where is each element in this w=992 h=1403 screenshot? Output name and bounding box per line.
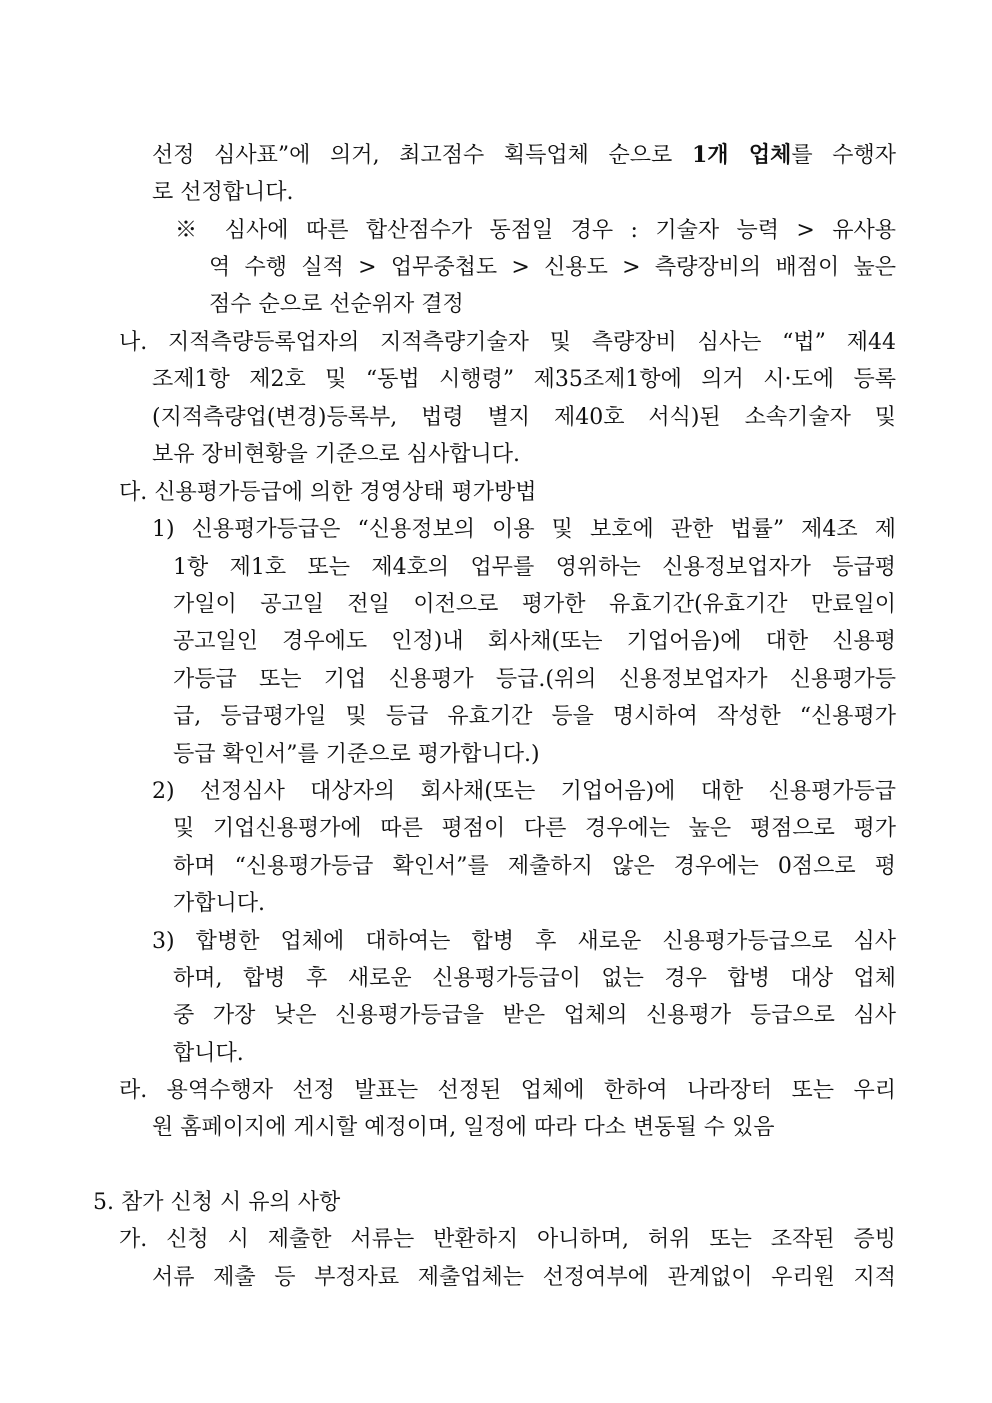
item-ga-line: 가. 신청 시 제출한 서류는 반환하지 아니하며, 허위 또는 조작된 증빙: [119, 1227, 896, 1252]
note-line: 역 수행 실적 > 업무중첩도 > 신용도 > 측량장비의 배점이 높은: [209, 255, 896, 280]
sub3-line: 3) 합병한 업체에 대하여는 합병 후 새로운 신용평가등급으로 심사: [152, 929, 896, 954]
item-na-line: 조제1항 제2호 및 “동법 시행령” 제35조제1항에 의거 시·도에 등록: [152, 367, 896, 392]
sub3-line: 하며, 합병 후 새로운 신용평가등급이 없는 경우 합병 대상 업체: [173, 966, 896, 991]
sub3-line: 중 가장 낮은 신용평가등급을 받은 업체의 신용평가 등급으로 심사: [173, 1003, 896, 1028]
text-run: 선정 심사표”에 의거, 최고점수 획득업체 순으로: [152, 143, 692, 168]
sub2-line: 가합니다.: [173, 891, 266, 916]
sub2-line: 하며 “신용평가등급 확인서”를 제출하지 않은 경우에는 0점으로 평: [173, 854, 896, 879]
sub3-line: 합니다.: [173, 1041, 244, 1066]
sub1-line: 가일이 공고일 전일 이전으로 평가한 유효기간(유효기간 만료일이: [173, 592, 896, 617]
item-na-line: 나. 지적측량등록업자의 지적측량기술자 및 측량장비 심사는 “법” 제44: [119, 330, 896, 355]
item-ga-line: 서류 제출 등 부정자료 제출업체는 선정여부에 관계없이 우리원 지적: [152, 1265, 896, 1290]
note-line: 점수 순으로 선순위자 결정: [209, 292, 464, 317]
sub1-line: 1) 신용평가등급은 “신용정보의 이용 및 보호에 관한 법률” 제4조 제: [152, 517, 896, 542]
note-line: ※ 심사에 따른 합산점수가 동점일 경우 : 기술자 능력 > 유사용: [175, 218, 896, 243]
item-na-line: 보유 장비현황을 기준으로 심사합니다.: [152, 442, 521, 467]
sub1-line: 가등급 또는 기업 신용평가 등급.(위의 신용정보업자가 신용평가등: [173, 667, 896, 692]
text-run: 를 수행자: [791, 143, 896, 168]
sub1-line: 급, 등급평가일 및 등급 유효기간 등을 명시하여 작성한 “신용평가: [173, 704, 896, 729]
paragraph-line: [152, 137, 896, 174]
item-ra-line: 라. 용역수행자 선정 발표는 선정된 업체에 한하여 나라장터 또는 우리: [119, 1078, 896, 1103]
item-na-line: (지적측량업(변경)등록부, 법령 별지 제40호 서식)된 소속기술자 및: [152, 405, 896, 430]
bold-text: 1개 업체: [691, 142, 792, 168]
sub1-line: 공고일인 경우에도 인정)내 회사채(또는 기업어음)에 대한 신용평: [173, 629, 896, 654]
item-da-heading: 다. 신용평가등급에 의한 경영상태 평가방법: [119, 480, 537, 505]
sub1-line: 등급 확인서”를 기준으로 평가합니다.): [173, 742, 540, 767]
section-5-heading: 5. 참가 신청 시 유의 사항: [93, 1190, 341, 1215]
paragraph-line: 로 선정합니다.: [152, 180, 294, 205]
sub2-line: 2) 선정심사 대상자의 회사채(또는 기업어음)에 대한 신용평가등급: [152, 779, 896, 804]
item-ra-line: 원 홈페이지에 게시할 예정이며, 일정에 따라 다소 변동될 수 있음: [152, 1115, 775, 1140]
sub1-line: 1항 제1호 또는 제4호의 업무를 영위하는 신용정보업자가 등급평: [173, 555, 896, 580]
sub2-line: 및 기업신용평가에 따른 평점이 다른 경우에는 높은 평점으로 평가: [173, 816, 896, 841]
